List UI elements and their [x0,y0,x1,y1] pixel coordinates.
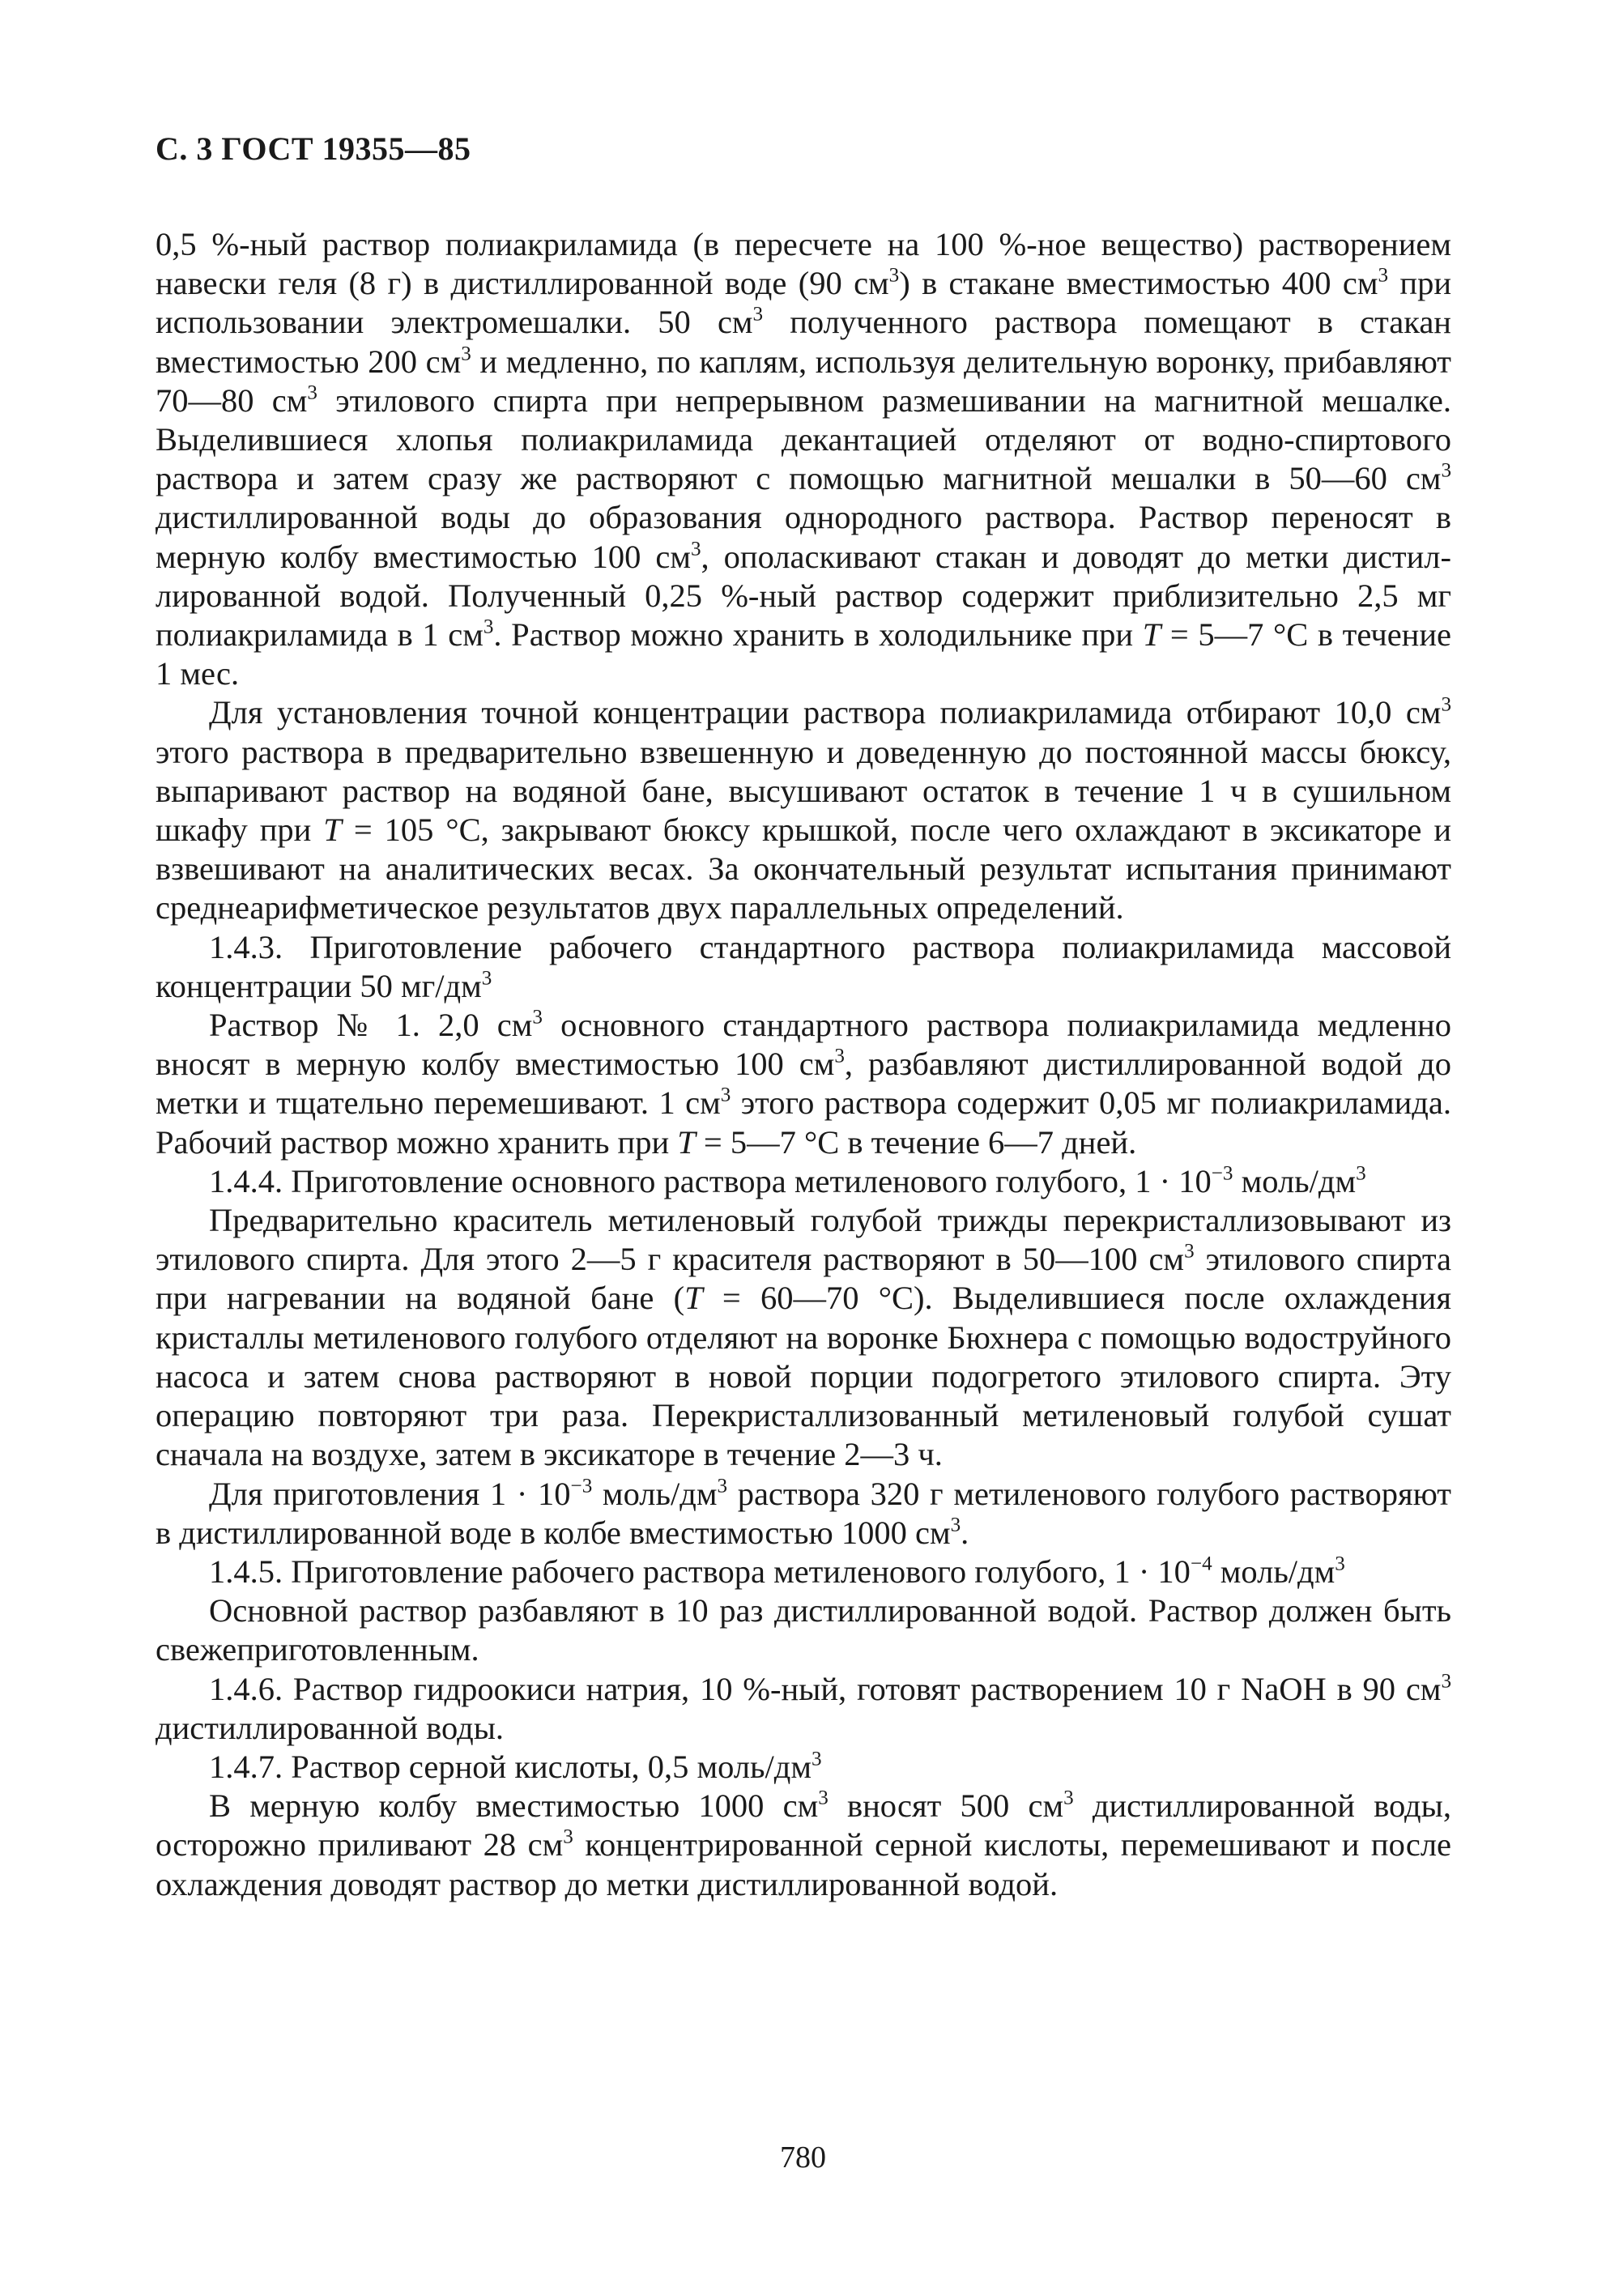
superscript: 3 [307,381,317,404]
superscript: 3 [461,343,471,365]
text-run: Для установления точной концентрации раствора полиакриламида отбирают 10,0 см [209,694,1442,731]
text-run: дистиллированной воды. [155,1709,505,1746]
superscript: 3 [1378,264,1389,287]
superscript: 3 [720,1084,731,1106]
text-run: этилового спирта при нагревании на водяной бане ( [155,1241,1451,1317]
text-run: полученного раствора помещают в стакан вместимостью 200 см [155,304,1451,380]
superscript: 3 [1063,1787,1074,1809]
text-run: Раствор № 1. 2,0 см [209,1007,533,1044]
page-number: 780 [780,2141,826,2175]
superscript: 3 [1335,1553,1345,1575]
superscript: 3 [818,1787,829,1809]
text-run: этого раствора в предварительно взвешенную и доведенную до постоянной массы бюксу, выпаривают раствор на водяной бане, высушивают остаток в течение 1 ч в сушильном шкафу при [155,733,1451,849]
text-run: Для приготовления 1 · 10 [209,1475,571,1512]
paragraph-p3 [155,928,1451,1006]
text-run: Основной раствор разбавляют в 10 раз дистиллированной водой. Раствор должен быть свежеприготовленным. [155,1592,1451,1668]
superscript: 3 [481,967,492,990]
superscript: 3 [1441,693,1451,716]
text-run: 0,5 %-ный раствор полиакриламида (в пересчете на 100 %-ное вещество) растворением навески геля (8 г) в дистиллированной воде (90 см [155,226,1451,302]
text-run: 1.4.7. Раствор серной кислоты, 0,5 моль/дм [209,1748,812,1785]
paragraph-p10 [155,1670,1451,1748]
paragraph-p6 [155,1201,1451,1474]
text-run: = 5—7 °С в течение 1 мес. [155,616,1451,692]
text-run: раствора 320 г метиленового голубого растворяют в дистиллированной воде в колбе вместимостью 1000 см [155,1475,1451,1551]
temperature-symbol: Т [323,811,342,849]
text-run: 1.4.4. Приготовление основного раствора метиленового голубого, 1 · 10 [209,1162,1212,1199]
superscript: 3 [888,264,900,287]
text-run: В мерную колбу вместимостью 1000 см [209,1787,819,1825]
text-run: . [961,1514,969,1551]
text-run: концентрированной серной кислоты, перемешивают и после охлаждения доводят раствор до метки дистиллированной водой. [155,1826,1452,1902]
paragraph-p9 [155,1591,1451,1669]
superscript: 3 [1356,1162,1366,1185]
superscript: 3 [483,616,494,638]
text-run: основного стандартного раствора полиакриламида медленно вносят в мерную колбу вместимостью 100 см [155,1007,1451,1083]
text-run: = 105 °С, закрывают бюксу крышкой, после чего охлаждают в эксикаторе и взвешивают на аналитических весах. За окончательный результат испытания принимают среднеарифметическое результатов двух параллельных определений. [155,811,1452,926]
paragraph-p7 [155,1475,1451,1553]
superscript: −3 [1211,1162,1233,1185]
text-run: = 5—7 °С в течение 6—7 дней. [695,1123,1137,1161]
superscript: 3 [950,1514,961,1536]
paragraph-p4 [155,1006,1451,1162]
superscript: −4 [1190,1553,1212,1575]
text-run: 1.4.6. Раствор гидроокиси натрия, 10 %-ный, готовят растворением 10 г NaOH в 90 см [209,1670,1442,1707]
text-run: этого раствора содержит 0,05 мг полиакриламида. Рабочий раствор можно хранить при [155,1084,1451,1161]
text-run: дистиллированной воды до образования однородного раствора. Раствор переносят в мерную колбу вместимостью 100 см [155,499,1451,575]
temperature-symbol: Т [684,1280,703,1317]
text-run: при использовании электромешалки. 50 см [155,265,1451,341]
text-run: моль/дм [592,1475,718,1512]
superscript: 3 [690,538,701,560]
paragraph-p1 [155,225,1451,693]
superscript: −3 [570,1474,593,1497]
text-run: Предварительно краситель метиленовый голубой трижды перекристаллизовывают из этилового спирта. Для этого 2—5 г красителя растворяют в 50—100 см [155,1202,1451,1278]
page-header: С. 3 ГОСТ 19355—85 [155,130,471,167]
paragraph-p8 [155,1553,1451,1591]
text-run: моль/дм [1212,1553,1335,1590]
superscript: 3 [532,1006,543,1029]
text-run: = 60—70 °С). Выделившиеся после охлаждения кристаллы метиленового голубого отделяют на воронке Бюхнера с помощью водоструйного насоса и затем снова растворяют в новой порции подогретого этилового спирта. Эту операцию повторяют три раза. Перекристаллизованный метиленовый голубой сушат сначала на воздухе, затем в эксикаторе в течение 2—3 ч. [155,1280,1451,1473]
temperature-symbol: Т [1142,616,1161,654]
superscript: 3 [717,1474,728,1497]
superscript: 3 [834,1045,845,1067]
document-body [155,225,1451,1904]
paragraph-p5 [155,1162,1451,1201]
superscript: 3 [563,1825,573,1848]
superscript: 3 [1441,1669,1451,1692]
superscript: 3 [752,303,764,326]
text-run: . Раствор можно хранить в холодильнике при [493,616,1143,654]
text-run: 1.4.5. Приготовление рабочего раствора метиленового голубого, 1 · 10 [209,1553,1191,1590]
text-run: 1.4.3. Приготовление рабочего стандартного раствора полиакриламида массовой концентрации 50 мг/дм [155,928,1451,1004]
text-run: , разбавляют дистиллированной водой до метки и тщательно перемешивают. 1 см [155,1046,1451,1122]
text-run: и медленно, по каплям, используя делительную воронку, прибавляют 70—80 см [155,343,1451,419]
text-run: вносят 500 см [828,1787,1064,1825]
superscript: 3 [812,1748,822,1770]
text-run: ) в стакане вместимостью 400 см [899,265,1378,302]
text-run: этилового спирта при непрерывном размешивании на магнитной мешалке. Выделившиеся хлопья полиакриламида декантацией отделяют от водно-спиртового раствора и затем сразу же растворяют с помощью магнитной мешалки в 50—60 см [155,381,1451,497]
paragraph-p2 [155,693,1451,927]
temperature-symbol: Т [677,1123,696,1161]
text-run: дистиллированной воды, осторожно приливают 28 см [155,1787,1451,1864]
text-run: , ополаскивают стакан и доводят до метки дистиллированной водой. Полученный 0,25 %-ный раствор содержит приблизительно 2,5 мг полиакриламида в 1 см [155,538,1451,654]
superscript: 3 [1184,1240,1195,1263]
text-run: моль/дм [1233,1162,1357,1199]
paragraph-p11 [155,1748,1451,1787]
superscript: 3 [1441,459,1451,482]
paragraph-p12 [155,1787,1451,1904]
